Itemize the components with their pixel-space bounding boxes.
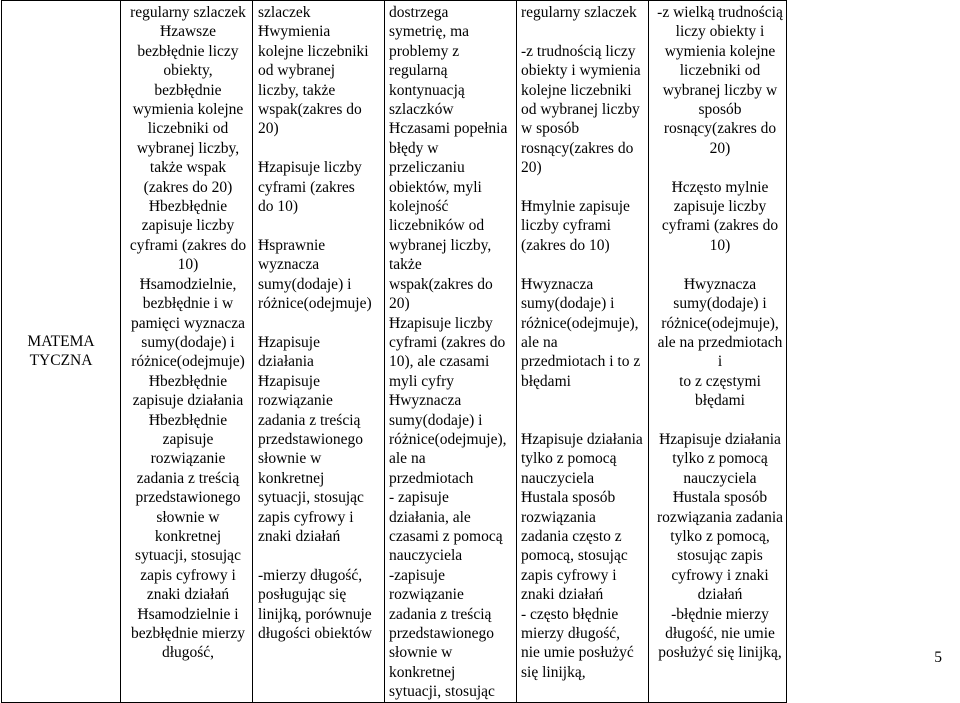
criteria-cell-3 [385,1,517,703]
criteria-cell-2 [253,1,385,703]
criteria-text-5: -z wielką trudnością liczy obiekty i wymienia kolejne liczebniki od wybranej liczby w sposób rosnący(zakres do 20) Ħczęsto mylnie zapisuje liczby cyframi (zakres do 10) Ħwyznacza sumy(dodaje) i różnice(odejmuje), ale na przedmiotach i to z częstymi błędami Ħzapisuje działania tylko z pomocą nauczyciela Ħustala sposób rozwiązania zadania tylko z pomocą, stosując zapis cyfrowy i znaki działań -błędnie mierzy długość, nie umie posłużyć się linijką, [656,4,784,662]
subject-label: MATEMA TYCZNA [27,332,95,370]
criteria-text-3: dostrzega symetrię, ma problemy z regularną kontynuacją szlaczków Ħczasami popełnia błędy w przeliczaniu obiektów, myli kolejność liczebników od wybranej liczby, także wspak(zakres do 20) Ħzapisuje liczby cyframi (zakres do 10), ale czasami myli cyfry Ħwyznacza sumy(dodaje) i różnice(odejmuje), ale na przedmiotach - zapisuje działania, ale czasami z pomocą nauczyciela -zapisuje rozwiązanie zadania z treścią przedstawionego słownie w konkretnej sytuacji, stosując [389,4,508,701]
criteria-cell-5 [649,1,787,703]
page-number: 5 [934,649,942,666]
assessment-criteria-table [1,0,787,703]
criteria-text-4: regularny szlaczek -z trudnością liczy obiekty i wymienia kolejne liczebniki od wybranej liczby w sposób rosnący(zakres do 20) Ħmylnie zapisuje liczby cyframi (zakres do 10) Ħwyznacza sumy(dodaje) i różnice(odejmuje), ale na przedmiotach i to z błędami Ħzapisuje działania tylko z pomocą nauczyciela Ħustala sposób rozwiązania zadania często z pomocą, stosując zapis cyfrowy i znaki działań - często błędnie mierzy długość, nie umie posłużyć się linijką, [521,4,643,681]
criteria-text-2: szlaczek Ħwymienia kolejne liczebniki od wybranej liczby, także wspak(zakres do 20) Ħzapisuje liczby cyframi (zakres do 10) Ħsprawnie wyznacza sumy(dodaje) i różnice(odejmuje) Ħzapisuje działania Ħzapisuje rozwiązanie zadania z treścią przedstawionego słownie w konkretnej sytuacji, stosując zapis cyfrowy i znaki działań -mierzy długość, posługując się linijką, porównuje długości obiektów [258,4,373,642]
criteria-cell-4 [517,1,649,703]
subject-cell [2,1,121,703]
criteria-text-1: regularny szlaczek Ħzawsze bezbłędnie liczy obiekty, bezbłędnie wymienia kolejne liczebniki od wybranej liczby, także wspak (zakres do 20) Ħbezbłędnie zapisuje liczby cyframi (zakres do 10) Ħsamodzielnie, bezbłędnie i w pamięci wyznacza sumy(dodaje) i różnice(odejmuje) Ħbezbłędnie zapisuje działania Ħbezbłędnie zapisuje rozwiązanie zadania z treścią przedstawionego słownie w konkretnej sytuacji, stosując zapis cyfrowy i znaki działań Ħsamodzielnie i bezbłędnie mierzy długość, [129,4,247,662]
table-row [2,1,787,703]
criteria-cell-1 [121,1,253,703]
